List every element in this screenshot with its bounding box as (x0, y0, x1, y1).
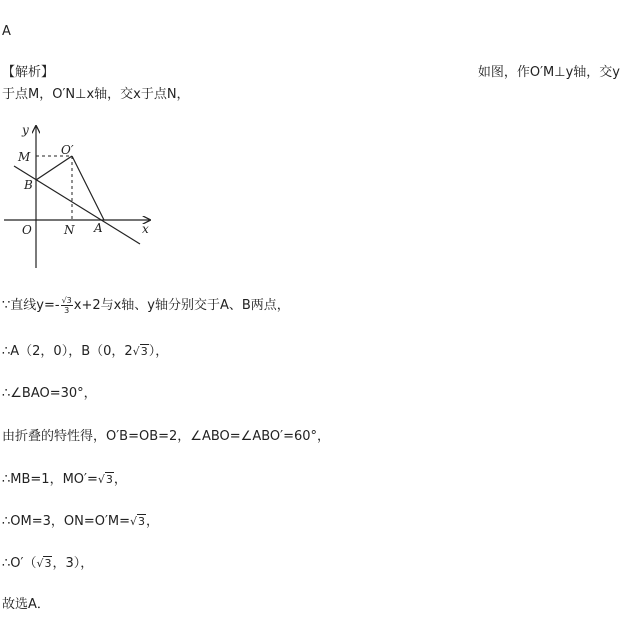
step-line-5: ∴MB=1，MO′=√3， (2, 472, 127, 487)
step-line-8: 故选A． (2, 597, 50, 612)
sqrt-symbol: √3 (36, 557, 52, 570)
geometry-figure (0, 118, 160, 278)
step-line-6: ∴OM=3，ON=O′M=√3， (2, 514, 160, 529)
line-ab (14, 166, 140, 244)
label-n: N (64, 223, 75, 237)
fraction-sqrt3-over-3: $\frac{√3}{3}$ (61, 296, 72, 315)
sqrt-symbol: √3 (130, 515, 146, 528)
analysis-intro-right: 如图，作O′M⊥y轴，交y (477, 65, 620, 80)
label-b: B (24, 178, 33, 192)
sqrt-symbol: √3 (132, 345, 148, 358)
label-o: O (22, 223, 32, 237)
segment-b-oprime (36, 156, 72, 180)
step-line-2: ∴A（2，0），B（0，2√3）， (2, 344, 169, 359)
step-line-7: ∴O′（√3，3）， (2, 556, 94, 571)
analysis-label: 【解析】 (2, 65, 55, 80)
step-line-4: 由折叠的特性得，O′B=OB=2，∠ABO=∠ABO′=60°， (2, 429, 331, 444)
step-line-3: ∴∠BAO=30°， (2, 386, 97, 401)
label-x: x (142, 222, 149, 236)
label-oprime: O′ (61, 143, 74, 157)
sqrt-symbol: √3 (97, 473, 113, 486)
answer-letter: A (2, 24, 11, 39)
analysis-intro-line2: 于点M，O′N⊥x轴，交x于点N， (2, 87, 190, 102)
step-line-1: ∵直线y=- $\frac{√3}{3}$ x+2与x轴、y轴分别交于A、B两点， (2, 296, 290, 315)
label-y: y (22, 123, 29, 137)
label-m: M (18, 150, 31, 164)
segment-oprime-a (72, 156, 104, 220)
label-a: A (94, 221, 103, 235)
